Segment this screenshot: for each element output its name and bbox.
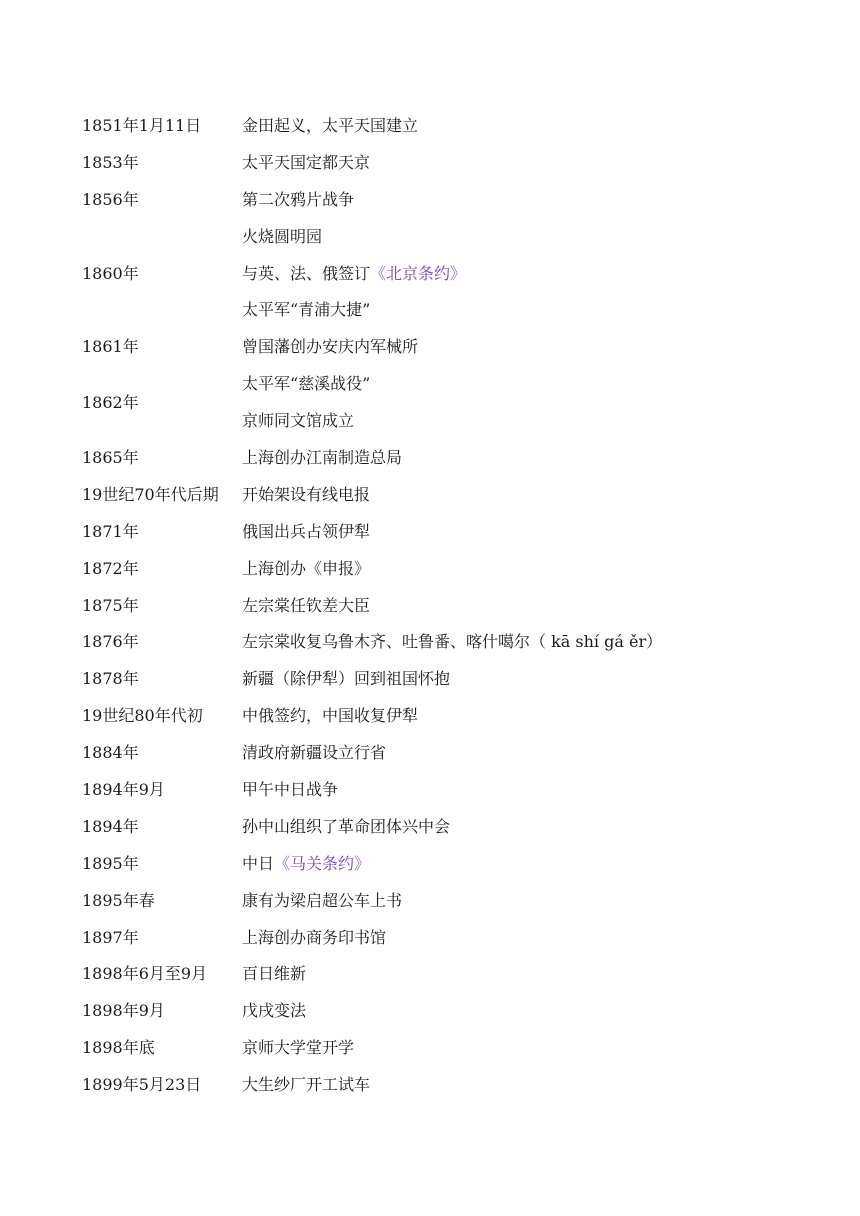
timeline-event	[242, 401, 802, 438]
timeline-event	[242, 475, 802, 512]
timeline-row	[82, 991, 802, 1028]
timeline-body	[82, 106, 802, 1102]
timeline-event	[242, 1028, 802, 1065]
timeline-event	[242, 807, 802, 844]
event-text: 京师同文馆成立	[242, 411, 355, 431]
event-text: 新疆（除伊犁）回到祖国怀抱	[242, 669, 451, 689]
event-text: 康有为梁启超公车上书	[242, 890, 403, 910]
event-text: 太平天国定都天京	[242, 152, 371, 172]
timeline-row	[82, 881, 802, 918]
timeline-event	[242, 918, 802, 955]
timeline-row	[82, 217, 802, 254]
timeline-date: 1862年	[82, 392, 139, 412]
timeline-row	[82, 549, 802, 586]
timeline-date: 1884年	[82, 743, 139, 763]
event-text: 清政府新疆设立行省	[242, 743, 387, 763]
timeline-date: 19世纪80年代初	[82, 706, 203, 726]
timeline-row	[82, 143, 802, 180]
event-text: 上海创办江南制造总局	[242, 447, 403, 467]
timeline-row	[82, 364, 802, 401]
timeline-event	[242, 659, 802, 696]
timeline-event	[242, 180, 802, 217]
timeline-row	[82, 659, 802, 696]
timeline-date: 1860年	[82, 263, 139, 283]
timeline-row	[82, 733, 802, 770]
timeline-date: 19世纪70年代后期	[82, 484, 219, 504]
timeline-date: 1895年	[82, 853, 139, 873]
timeline-event	[242, 512, 802, 549]
timeline-event	[242, 290, 802, 327]
timeline-date: 1878年	[82, 669, 139, 689]
timeline-row	[82, 1028, 802, 1065]
timeline-date: 1875年	[82, 595, 139, 615]
timeline-row	[82, 918, 802, 955]
timeline-event	[242, 106, 802, 143]
timeline-date: 1899年5月23日	[82, 1075, 202, 1095]
timeline-date: 1865年	[82, 447, 139, 467]
timeline-row	[82, 696, 802, 733]
timeline-row	[82, 844, 802, 881]
timeline-event	[242, 549, 802, 586]
timeline-event	[242, 881, 802, 918]
timeline-event	[242, 844, 802, 881]
timeline-event	[242, 327, 802, 364]
event-text: 中日	[242, 853, 275, 873]
timeline-date: 1898年底	[82, 1038, 155, 1058]
timeline-event	[242, 217, 802, 254]
timeline-row	[82, 586, 802, 623]
event-text: 太平军“青浦大捷”	[242, 300, 371, 320]
event-text: 中俄签约，中国收复伊犁	[242, 706, 419, 726]
event-text: 百日维新	[242, 964, 307, 984]
timeline-table	[82, 106, 802, 1102]
event-text: 与英、法、俄签订	[242, 263, 371, 283]
timeline-date: 1894年9月	[82, 779, 165, 799]
timeline-date: 1894年	[82, 816, 139, 836]
timeline-date: 1898年6月至9月	[82, 964, 208, 984]
event-text: 曾国藩创办安庆内军械所	[242, 337, 419, 357]
timeline-row	[82, 327, 802, 364]
timeline-row	[82, 770, 802, 807]
timeline-date: 1856年	[82, 189, 139, 209]
timeline-date: 1898年9月	[82, 1001, 165, 1021]
event-text: 太平军“慈溪战役”	[242, 374, 371, 394]
timeline-event	[242, 1065, 802, 1102]
treaty-link[interactable]: 《马关条约》	[274, 853, 371, 873]
timeline-date: 1897年	[82, 927, 139, 947]
event-text: 上海创办《申报》	[242, 558, 371, 578]
event-text: 上海创办商务印书馆	[242, 927, 387, 947]
event-text: 大生纱厂开工试车	[242, 1075, 371, 1095]
event-text: 开始架设有线电报	[242, 484, 371, 504]
timeline-date: 1871年	[82, 521, 139, 541]
treaty-link[interactable]: 《北京条约》	[370, 263, 467, 283]
event-text: 甲午中日战争	[242, 779, 339, 799]
timeline-event	[242, 364, 802, 401]
event-text: 火烧圆明园	[242, 226, 323, 246]
timeline-event	[242, 696, 802, 733]
timeline-row	[82, 807, 802, 844]
timeline-row	[82, 180, 802, 217]
timeline-row	[82, 1065, 802, 1102]
timeline-event	[242, 143, 802, 180]
event-text: 金田起义，太平天国建立	[242, 115, 419, 135]
event-text: 京师大学堂开学	[242, 1038, 355, 1058]
event-text: 第二次鸦片战争	[242, 189, 355, 209]
event-text: 孙中山组织了革命团体兴中会	[242, 816, 451, 836]
timeline-row	[82, 512, 802, 549]
timeline-event	[242, 991, 802, 1028]
timeline-event	[242, 254, 802, 291]
timeline-date: 1876年	[82, 632, 139, 652]
timeline-event	[242, 586, 802, 623]
timeline-event	[242, 733, 802, 770]
timeline-event	[242, 622, 802, 659]
event-text: 俄国出兵占领伊犁	[242, 521, 371, 541]
timeline-event	[242, 954, 802, 991]
timeline-row	[82, 438, 802, 475]
timeline-event	[242, 770, 802, 807]
timeline-date: 1853年	[82, 152, 139, 172]
timeline-date: 1872年	[82, 558, 139, 578]
event-text: 左宗棠收复乌鲁木齐、吐鲁番、喀什噶尔（ kā shí gá ěr）	[242, 632, 663, 652]
timeline-date: 1895年春	[82, 890, 155, 910]
event-text: 左宗棠任钦差大臣	[242, 595, 371, 615]
timeline-row	[82, 475, 802, 512]
event-text: 戊戌变法	[242, 1001, 307, 1021]
timeline-row	[82, 106, 802, 143]
timeline-date: 1851年1月11日	[82, 115, 202, 135]
timeline-row	[82, 954, 802, 991]
timeline-event	[242, 438, 802, 475]
timeline-date: 1861年	[82, 337, 139, 357]
timeline-row	[82, 622, 802, 659]
